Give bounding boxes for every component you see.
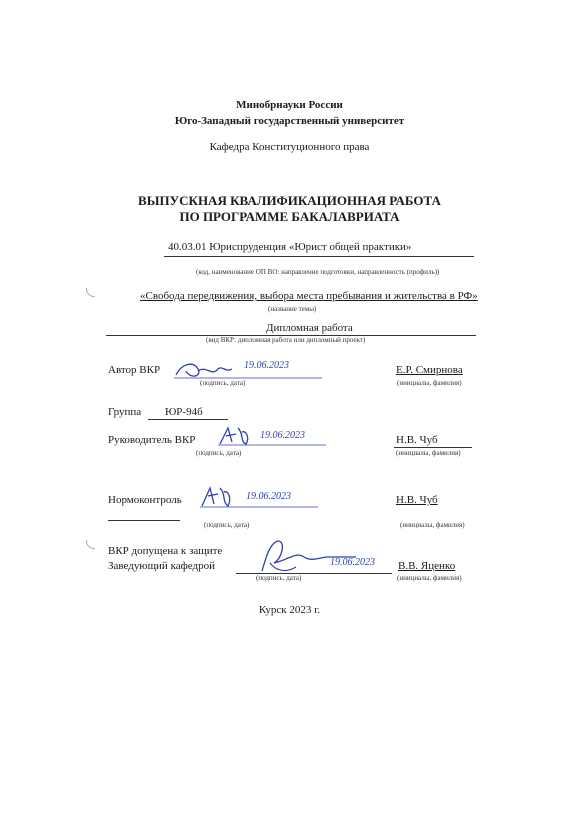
document-title-line1: ВЫПУСКНАЯ КВАЛИФИКАЦИОННАЯ РАБОТА: [138, 193, 441, 208]
author-name-caption: (инициалы, фамилия): [397, 379, 462, 387]
department-name: Кафедра Конституционного права: [209, 141, 370, 153]
normcontrol-sign-caption: (подпись, дата): [204, 521, 250, 529]
program-value: 40.03.01 Юриспруденция «Юрист общей практики»: [168, 241, 412, 253]
group-label: Группа: [108, 406, 142, 418]
head-name-caption: (инициалы, фамилия): [397, 574, 462, 582]
supervisor-sign-caption: (подпись, дата): [196, 449, 242, 457]
normcontrol-name: Н.В. Чуб: [396, 494, 438, 506]
supervisor-name: Н.В. Чуб: [396, 434, 438, 446]
author-label: Автор ВКР: [108, 364, 161, 376]
work-type-caption: (вид ВКР: дипломная работа или дипломный проект): [206, 336, 366, 344]
ministry-name: Минобрнауки России: [236, 99, 343, 111]
group-value: ЮР-94б: [165, 406, 203, 418]
supervisor-name-caption: (инициалы, фамилия): [396, 449, 461, 457]
normcontrol-label: Нормоконтроль: [108, 494, 182, 506]
supervisor-sign-date: 19.06.2023: [260, 430, 305, 441]
punch-mark: [86, 288, 95, 297]
author-sign-date: 19.06.2023: [244, 360, 289, 371]
head-sign-date: 19.06.2023: [330, 557, 375, 568]
author-name: Е.Р. Смирнова: [396, 364, 463, 376]
city-year: Курск 2023 г.: [258, 604, 321, 616]
document-title-line2: ПО ПРОГРАММЕ БАКАЛАВРИАТА: [179, 209, 400, 224]
normcontrol-extra-line: [108, 520, 180, 521]
author-sign-caption: (подпись, дата): [200, 379, 246, 387]
head-name: В.В. Яценко: [398, 560, 456, 572]
supervisor-name-underline: [394, 447, 472, 448]
program-caption: (код, наименование ОП ВО: направление подготовки, направленность (профиль)): [196, 268, 440, 276]
program-underline: [164, 256, 474, 257]
supervisor-label: Руководитель ВКР: [108, 434, 196, 446]
normcontrol-sign-date: 19.06.2023: [246, 491, 291, 502]
topic-value: «Свобода передвижения, выбора места пребывания и жительства в РФ»: [140, 290, 478, 302]
head-of-department-label: Заведующий кафедрой: [108, 560, 215, 572]
punch-mark: [86, 540, 95, 549]
admission-line: ВКР допущена к защите: [108, 545, 223, 557]
university-name: Юго-Западный государственный университет: [174, 115, 405, 127]
normcontrol-name-caption: (инициалы, фамилия): [400, 521, 465, 529]
topic-caption: (название темы): [268, 305, 317, 313]
head-sign-caption: (подпись, дата): [256, 574, 302, 582]
group-underline: [148, 419, 228, 420]
work-type-value: Дипломная работа: [266, 322, 353, 334]
